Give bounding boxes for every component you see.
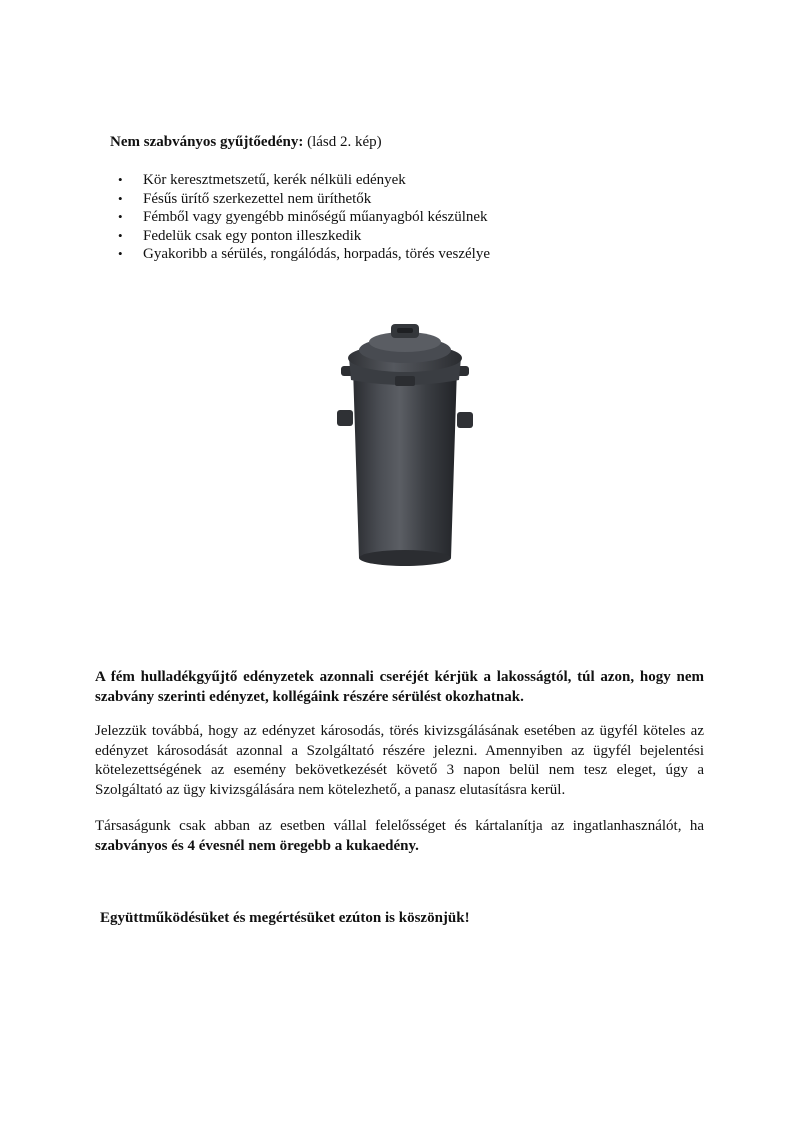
paragraph-liability xyxy=(95,817,704,856)
bullet-icon: • xyxy=(118,172,123,187)
feature-list xyxy=(115,171,490,264)
liability-condition: szabványos és 4 évesnél nem öregebb a kukaedény. xyxy=(95,837,419,854)
bullet-icon: • xyxy=(118,227,123,243)
list-item: • Kör keresztmetszetű, kerék nélküli edények xyxy=(118,172,406,188)
bullet-icon: • xyxy=(118,246,123,262)
list-item: • Fémből vagy gyengébb minőségű műanyagból készülnek xyxy=(118,209,488,226)
list-item: • Fésűs ürítő szerkezettel nem üríthetők xyxy=(118,190,372,207)
paragraph-replacement-request: A fém hulladékgyűjtő edényzetek azonnali cseréjét kérjük a lakosságtól, túl azon, hogy nem szabvány szerinti edényzet, kollégáink részére sérülést okozhatnak. xyxy=(95,669,704,705)
bullet-icon: • xyxy=(118,190,123,206)
heading-bold: Nem szabványos gyűjtőedény: xyxy=(110,134,304,150)
list-item: • Gyakoribb a sérülés, rongálódás, horpadás, törés veszélye xyxy=(118,246,490,263)
paragraph-damage-reporting: Jelezzük továbbá, hogy az edényzet károsodás, törés kivizsgálásának esetében az ügyfél köteles az edényzet károsodását azonnal a Szolgáltató részére jelezni. Amennyiben az ügyfél bejelentési kötelezettségének az esemény bekövetkezését követő 3 napon belül nem tesz eleget, úgy a Szolgáltató az ügy kivizsgálására nem kötelezhető, a panasz elutasításra kerül. xyxy=(95,723,704,798)
section-heading xyxy=(110,133,382,152)
heading-note: (lásd 2. kép) xyxy=(303,134,382,150)
bullet-icon: • xyxy=(118,209,123,225)
liability-text: Társaságunk csak abban az esetben vállal felelősséget és kártalanítja az ingatlanhasználót, ha xyxy=(95,818,704,834)
trash-bin-image xyxy=(335,318,475,580)
closing-thanks: Együttműködésüket és megértésüket ezúton is köszönjük! xyxy=(100,910,470,926)
list-item: • Fedelük csak egy ponton illeszkedik xyxy=(118,227,362,244)
